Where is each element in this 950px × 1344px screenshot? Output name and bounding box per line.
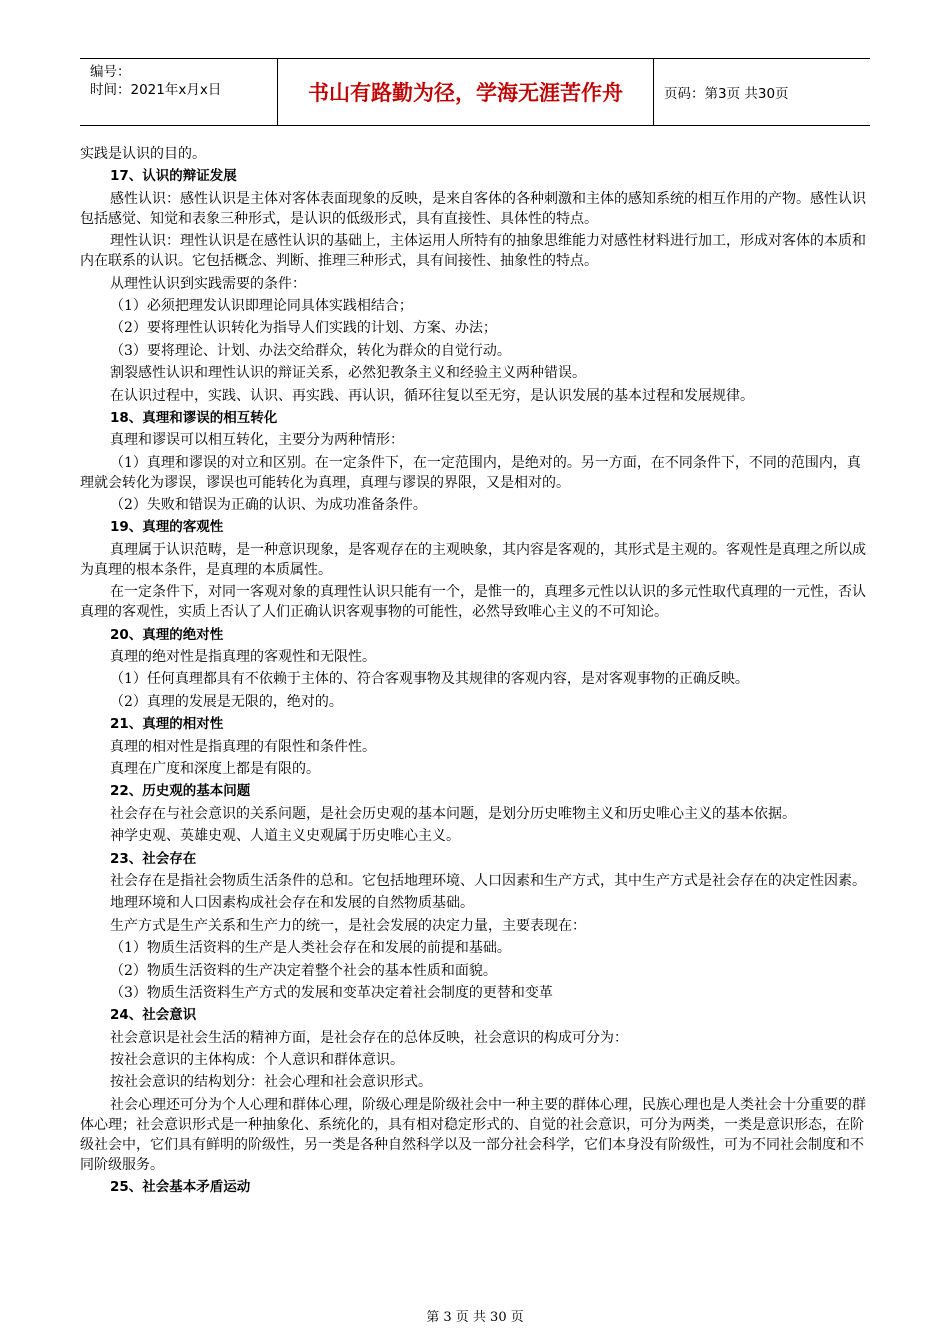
- list-item: （3）要将理论、计划、办法交给群众，转化为群众的自觉行动。: [110, 342, 511, 359]
- paragraph: 按社会意识的主体构成：个人意识和群体意识。: [110, 1052, 404, 1069]
- section-heading-21: 21、真理的相对性: [110, 716, 224, 733]
- paragraph: 感性认识：感性认识是主体对客体表面现象的反映，是来自客体的各种刺激和主体的感知系统的相互作用的产物。感性认识包括感觉、知觉和表象三种形式，是认识的低级形式，具有直接性、具体性的特点。: [80, 190, 866, 227]
- list-item: （1）必须把理发认识即理论同具体实践相结合；: [110, 297, 413, 314]
- paragraph: 社会心理还可分为个人心理和群体心理，阶级心理是阶级社会中一种主要的群体心理，民族心理也是人类社会十分重要的群体心理；社会意识形式是一种抽象化、系统化的，具有相对稳定形式的、自觉的社会意识，可分为两类，一类是意识形态，在阶级社会中，它们具有鲜明的阶级性，另一类是各种自然科学以及一部分社会科学，它们本身没有阶级性，可为不同社会制度和不同阶级服务。: [80, 1096, 866, 1173]
- paragraph: 生产方式是生产关系和生产力的统一，是社会发展的决定力量，主要表现在：: [110, 917, 586, 934]
- section-heading-22: 22、历史观的基本问题: [110, 783, 251, 800]
- section-heading-17: 17、认识的辩证发展: [110, 168, 237, 185]
- list-item: （2）物质生活资料的生产决定着整个社会的基本性质和面貌。: [110, 962, 497, 979]
- page-header: [80, 58, 870, 126]
- document-time: 时间：2021年x月x日: [90, 82, 222, 98]
- header-page-info: 页码：第3页 共30页: [664, 86, 789, 102]
- section-heading-18: 18、真理和谬误的相互转化: [110, 409, 278, 426]
- document-number-label: 编号：: [90, 64, 131, 80]
- page-footer: 第 3 页 共 30 页: [426, 1310, 524, 1325]
- paragraph: 真理的绝对性是指真理的客观性和无限性。: [110, 649, 376, 666]
- paragraph: 社会存在与社会意识的关系问题，是社会历史观的基本问题，是划分历史唯物主义和历史唯心主义的基本依据。: [110, 805, 796, 822]
- list-item: （2）要将理性认识转化为指导人们实践的计划、方案、办法；: [110, 320, 497, 337]
- section-heading-25: 25、社会基本矛盾运动: [110, 1179, 251, 1196]
- section-heading-19: 19、真理的客观性: [110, 519, 224, 536]
- paragraph: 实践是认识的目的。: [80, 146, 206, 162]
- list-item: （1）物质生活资料的生产是人类社会存在和发展的前提和基础。: [110, 940, 511, 957]
- section-heading-24: 24、社会意识: [110, 1007, 197, 1024]
- header-motto: 书山有路勤为径，学海无涯苦作舟: [278, 59, 654, 125]
- paragraph: 真理的相对性是指真理的有限性和条件性。: [110, 738, 376, 755]
- paragraph: 从理性认识到实践需要的条件：: [110, 275, 306, 292]
- list-item: （1）任何真理都具有不依赖于主体的、符合客观事物及其规律的客观内容，是对客观事物的正确反映。: [110, 671, 749, 688]
- paragraph: 按社会意识的结构划分：社会心理和社会意识形式。: [110, 1074, 432, 1091]
- paragraph: 理性认识：理性认识是在感性认识的基础上，主体运用人所特有的抽象思维能力对感性材料进行加工，形成对客体的本质和内在联系的认识。它包括概念、判断、推理三种形式，具有间接性、抽象性的特点。: [80, 233, 866, 270]
- list-item: （2）失败和错误为正确的认识、为成功准备条件。: [110, 497, 427, 514]
- paragraph: 真理在广度和深度上都是有限的。: [110, 760, 320, 777]
- section-heading-23: 23、社会存在: [110, 850, 197, 867]
- paragraph: 真理属于认识范畴，是一种意识现象，是客观存在的主观映象，其内容是客观的，其形式是主观的。客观性是真理之所以成为真理的根本条件，是真理的本质属性。: [80, 541, 866, 578]
- paragraph: 社会意识是社会生活的精神方面，是社会存在的总体反映，社会意识的构成可分为：: [110, 1029, 628, 1046]
- paragraph: 在一定条件下，对同一客观对象的真理性认识只能有一个，是惟一的，真理多元性以认识的多元性取代真理的一元性，否认真理的客观性，实质上否认了人们正确认识客观事物的可能性，必然导致唯心主义的不可知论。: [80, 584, 866, 621]
- list-item: （2）真理的发展是无限的，绝对的。: [110, 693, 343, 710]
- document-body: [80, 144, 870, 1200]
- paragraph: 社会存在是指社会物质生活条件的总和。它包括地理环境、人口因素和生产方式，其中生产方式是社会存在的决定性因素。: [110, 872, 866, 889]
- paragraph: 割裂感性认识和理性认识的辩证关系，必然犯教条主义和经验主义两种错误。: [110, 365, 586, 382]
- list-item: （3）物质生活资料生产方式的发展和变革决定着社会制度的更替和变革: [110, 984, 553, 1001]
- paragraph: 在认识过程中，实践、认识、再实践、再认识，循环往复以至无穷，是认识发展的基本过程和发展规律。: [110, 387, 754, 404]
- paragraph: 神学史观、英雄史观、人道主义史观属于历史唯心主义。: [110, 828, 460, 845]
- list-item: （1）真理和谬误的对立和区别。在一定条件下，在一定范围内，是绝对的。另一方面，在不同条件下，不同的范围内，真理就会转化为谬误，谬误也可能转化为真理，真理与谬误的界限，又是相对的。: [80, 454, 861, 491]
- header-meta: [80, 59, 278, 125]
- section-heading-20: 20、真理的绝对性: [110, 626, 224, 643]
- paragraph: 真理和谬误可以相互转化，主要分为两种情形：: [110, 432, 404, 449]
- paragraph: 地理环境和人口因素构成社会存在和发展的自然物质基础。: [110, 895, 474, 912]
